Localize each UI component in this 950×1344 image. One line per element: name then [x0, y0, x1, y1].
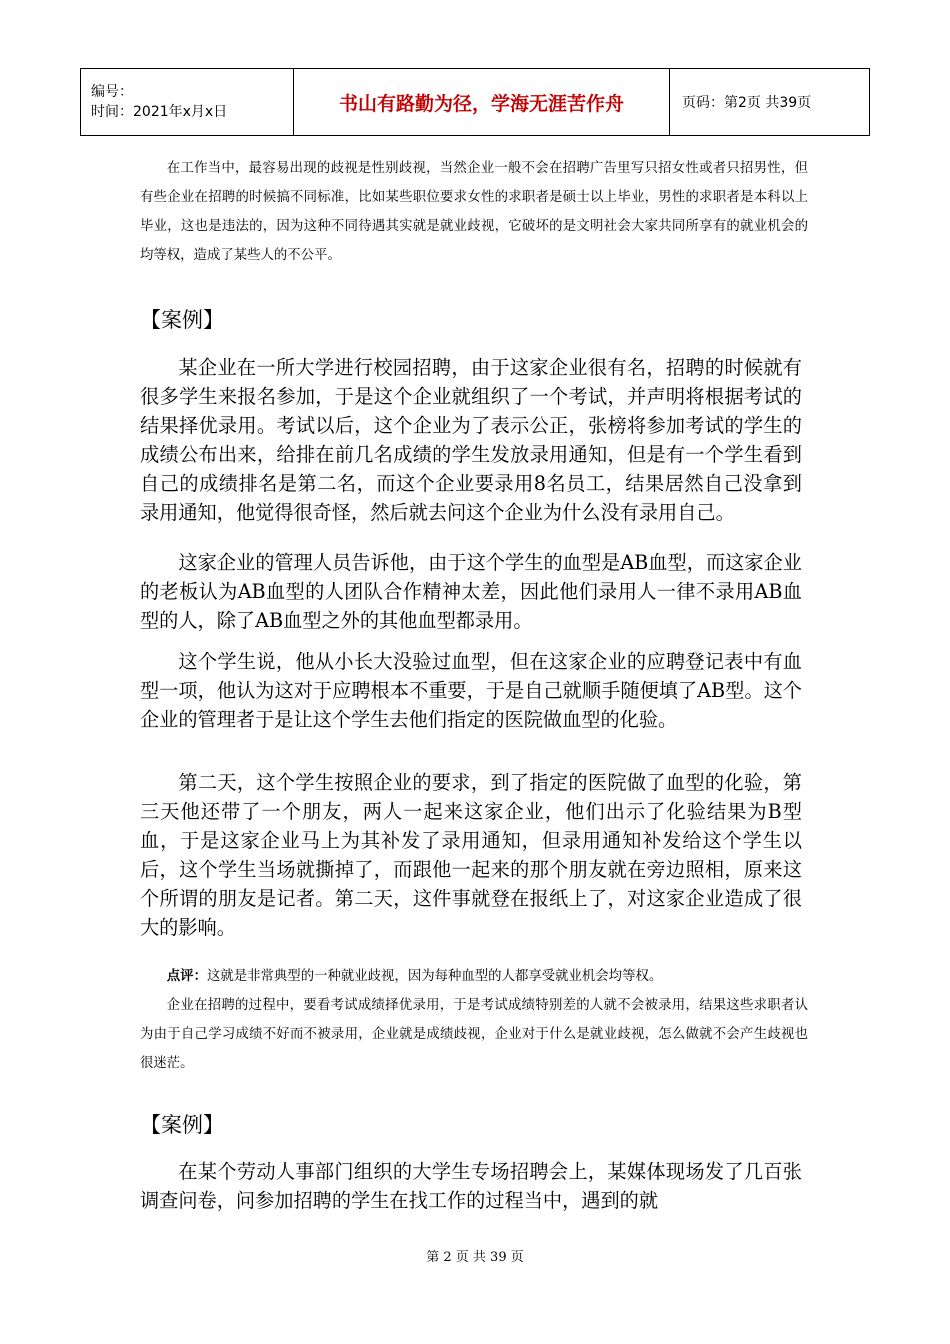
document-date-label: 时间：2021年x月x日	[91, 104, 228, 120]
comment-paragraph	[140, 962, 808, 991]
page-footer: 第 2 页 共 39 页	[426, 1250, 524, 1265]
comment-block	[140, 962, 808, 1078]
intro-paragraph: 在工作当中，最容易出现的歧视是性别歧视，当然企业一般不会在招聘广告里写只招女性或者只招男性，但有些企业在招聘的时候搞不同标准，比如某些职位要求女性的求职者是硕士以上毕业，男性的求职者是本科以上毕业，这也是违法的，因为这种不同待遇其实就是就业歧视，它破坏的是文明社会大家共同所享有的就业机会的均等权，造成了某些人的不公平。	[140, 161, 808, 263]
header-page-code: 页码：第2页 共39页	[670, 69, 870, 136]
page-header	[80, 68, 870, 136]
comment-text: 这就是非常典型的一种就业歧视，因为每种血型的人都享受就业机会均等权。	[206, 969, 663, 984]
comment-follow-paragraph: 企业在招聘的过程中，要看考试成绩择优录用，于是考试成绩特别差的人就不会被录用，结果这些求职者认为由于自己学习成绩不好而不被录用，企业就是成绩歧视，企业对于什么是就业歧视，怎么做就不会产生歧视也很迷茫。	[140, 998, 808, 1071]
case1-paragraph-4: 第二天，这个学生按照企业的要求，到了指定的医院做了血型的化验，第三天他还带了一个朋友，两人一起来这家企业，他们出示了化验结果为B型血，于是这家企业马上为其补发了录用通知，但录用通知补发给这个学生以后，这个学生当场就撕掉了，而跟他一起来的那个朋友就在旁边照相，原来这个所谓的朋友是记者。第二天，这件事就登在报纸上了，对这家企业造成了很大的影响。	[140, 771, 802, 939]
case2-paragraph-1: 在某个劳动人事部门组织的大学生专场招聘会上，某媒体现场发了几百张调查问卷，问参加招聘的学生在找工作的过程当中，遇到的就	[140, 1160, 802, 1212]
case1-paragraph-1: 某企业在一所大学进行校园招聘，由于这家企业很有名，招聘的时候就有很多学生来报名参加，于是这个企业就组织了一个考试，并声明将根据考试的结果择优录用。考试以后，这个企业为了表示公正，张榜将参加考试的学生的成绩公布出来，给排在前几名成绩的学生发放录用通知，但是有一个学生看到自己的成绩排名是第二名，而这个企业要录用8名员工，结果居然自己没拿到录用通知，他觉得很奇怪，然后就去问这个企业为什么没有录用自己。	[140, 356, 802, 524]
intro-paragraph-block	[140, 154, 808, 270]
document-number-label: 编号：	[91, 84, 133, 100]
case1-paragraph-2: 这家企业的管理人员告诉他，由于这个学生的血型是AB血型，而这家企业的老板认为AB血型的人团队合作精神太差，因此他们录用人一律不录用AB血型的人，除了AB血型之外的其他血型都录用。	[140, 551, 802, 632]
comment-label: 点评：	[166, 968, 207, 984]
header-left-cell	[81, 69, 294, 136]
case1-paragraph-3: 这个学生说，他从小长大没验过血型，但在这家企业的应聘登记表中有血型一项，他认为这对于应聘根本不重要，于是自己就顺手随便填了AB型。这个企业的管理者于是让这个学生去他们指定的医院做血型的化验。	[140, 650, 802, 731]
case1-heading: 【案例】	[140, 308, 224, 332]
case2-heading: 【案例】	[140, 1113, 224, 1137]
header-motto: 书山有路勤为径，学海无涯苦作舟	[294, 69, 670, 136]
